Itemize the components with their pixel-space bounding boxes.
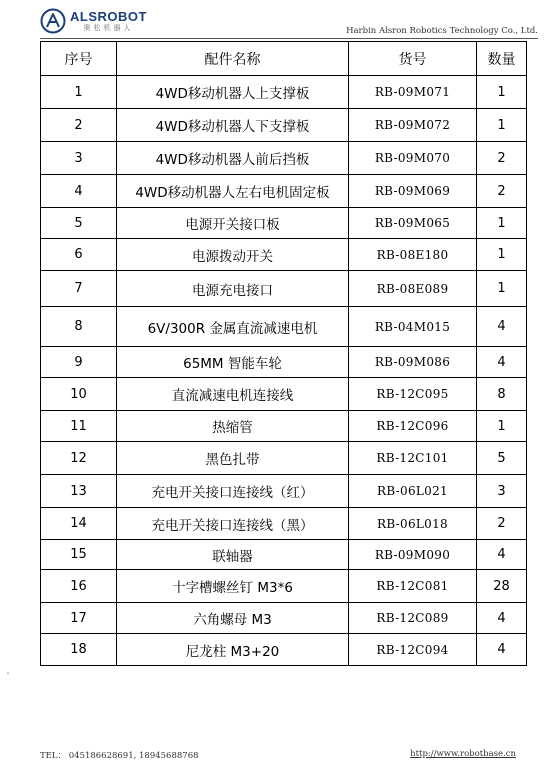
row-part-name: 黑色扎带 (117, 442, 349, 475)
row-part-name: 4WD移动机器人前后挡板 (117, 142, 349, 175)
table-row (41, 378, 527, 411)
company-name: Harbin Alsron Robotics Technology Co., Ltd. (346, 26, 538, 36)
logo-subtext: 奥松机器人 (83, 25, 134, 32)
row-seq: 2 (41, 109, 117, 142)
row-part-code: RB-09M071 (349, 76, 477, 109)
row-seq: 17 (41, 603, 117, 634)
footer-contact: TEL： 045186628691, 18945688768 (40, 751, 199, 761)
row-part-name: 65MM 智能车轮 (117, 347, 349, 378)
row-part-name: 电源充电接口 (117, 271, 349, 307)
row-quantity: 8 (477, 378, 527, 411)
row-seq: 5 (41, 208, 117, 239)
parts-list-table (40, 41, 527, 666)
table-row (41, 570, 527, 603)
column-header-qty: 数量 (477, 42, 527, 76)
row-quantity: 4 (477, 603, 527, 634)
logo-name: ALSROBOT (70, 9, 147, 24)
row-part-code: RB-09M065 (349, 208, 477, 239)
row-seq: 8 (41, 307, 117, 347)
row-seq: 16 (41, 570, 117, 603)
row-part-name: 六角螺母 M3 (117, 603, 349, 634)
row-seq: 9 (41, 347, 117, 378)
row-part-name: 4WD移动机器人上支撑板 (117, 76, 349, 109)
table-row (41, 142, 527, 175)
row-seq: 3 (41, 142, 117, 175)
table-row (41, 411, 527, 442)
footer-website-link[interactable]: http://www.robotbase.cn (410, 749, 516, 759)
column-header-name: 配件名称 (117, 42, 349, 76)
row-quantity: 2 (477, 142, 527, 175)
alsrobot-logo-icon (40, 8, 66, 34)
row-quantity: 4 (477, 307, 527, 347)
row-seq: 18 (41, 634, 117, 666)
margin-mark: ˇ (6, 672, 10, 681)
row-seq: 12 (41, 442, 117, 475)
table-row (41, 442, 527, 475)
row-part-name: 联轴器 (117, 540, 349, 570)
brand-logo (40, 8, 147, 34)
column-header-seq: 序号 (41, 42, 117, 76)
table-row (41, 76, 527, 109)
row-part-name: 6V/300R 金属直流减速电机 (117, 307, 349, 347)
row-quantity: 1 (477, 271, 527, 307)
table-row (41, 634, 527, 666)
header-divider (40, 38, 538, 39)
row-quantity: 28 (477, 570, 527, 603)
row-part-name: 电源拨动开关 (117, 239, 349, 271)
table-row (41, 208, 527, 239)
row-quantity: 1 (477, 109, 527, 142)
table-row (41, 475, 527, 508)
table-header-row (41, 42, 527, 76)
table-row (41, 239, 527, 271)
row-part-code: RB-06L018 (349, 508, 477, 540)
row-quantity: 4 (477, 634, 527, 666)
row-part-code: RB-12C096 (349, 411, 477, 442)
column-header-code: 货号 (349, 42, 477, 76)
row-part-code: RB-12C081 (349, 570, 477, 603)
row-quantity: 1 (477, 76, 527, 109)
row-part-name: 充电开关接口连接线（黑） (117, 508, 349, 540)
row-seq: 7 (41, 271, 117, 307)
row-seq: 10 (41, 378, 117, 411)
row-part-code: RB-12C089 (349, 603, 477, 634)
row-part-name: 尼龙柱 M3+20 (117, 634, 349, 666)
row-seq: 13 (41, 475, 117, 508)
row-part-name: 直流减速电机连接线 (117, 378, 349, 411)
row-part-code: RB-12C095 (349, 378, 477, 411)
row-quantity: 1 (477, 239, 527, 271)
row-seq: 1 (41, 76, 117, 109)
row-part-name: 4WD移动机器人左右电机固定板 (117, 175, 349, 208)
row-quantity: 5 (477, 442, 527, 475)
row-seq: 11 (41, 411, 117, 442)
row-part-name: 充电开关接口连接线（红） (117, 475, 349, 508)
row-seq: 15 (41, 540, 117, 570)
row-part-code: RB-04M015 (349, 307, 477, 347)
row-part-code: RB-08E089 (349, 271, 477, 307)
row-quantity: 4 (477, 540, 527, 570)
row-seq: 14 (41, 508, 117, 540)
row-part-code: RB-12C101 (349, 442, 477, 475)
table-row (41, 508, 527, 540)
table-row (41, 175, 527, 208)
row-seq: 6 (41, 239, 117, 271)
table-row (41, 109, 527, 142)
table-row (41, 271, 527, 307)
row-part-code: RB-09M086 (349, 347, 477, 378)
row-part-name: 电源开关接口板 (117, 208, 349, 239)
row-part-code: RB-09M070 (349, 142, 477, 175)
row-part-name: 十字槽螺丝钉 M3*6 (117, 570, 349, 603)
row-part-code: RB-09M069 (349, 175, 477, 208)
row-quantity: 4 (477, 347, 527, 378)
table-row (41, 347, 527, 378)
table-row (41, 603, 527, 634)
row-part-code: RB-08E180 (349, 239, 477, 271)
row-quantity: 2 (477, 508, 527, 540)
table-row (41, 540, 527, 570)
row-part-name: 热缩管 (117, 411, 349, 442)
row-part-code: RB-06L021 (349, 475, 477, 508)
row-part-code: RB-09M072 (349, 109, 477, 142)
row-part-name: 4WD移动机器人下支撑板 (117, 109, 349, 142)
row-quantity: 1 (477, 208, 527, 239)
row-part-code: RB-12C094 (349, 634, 477, 666)
row-quantity: 3 (477, 475, 527, 508)
row-quantity: 1 (477, 411, 527, 442)
table-row (41, 307, 527, 347)
row-seq: 4 (41, 175, 117, 208)
row-quantity: 2 (477, 175, 527, 208)
row-part-code: RB-09M090 (349, 540, 477, 570)
